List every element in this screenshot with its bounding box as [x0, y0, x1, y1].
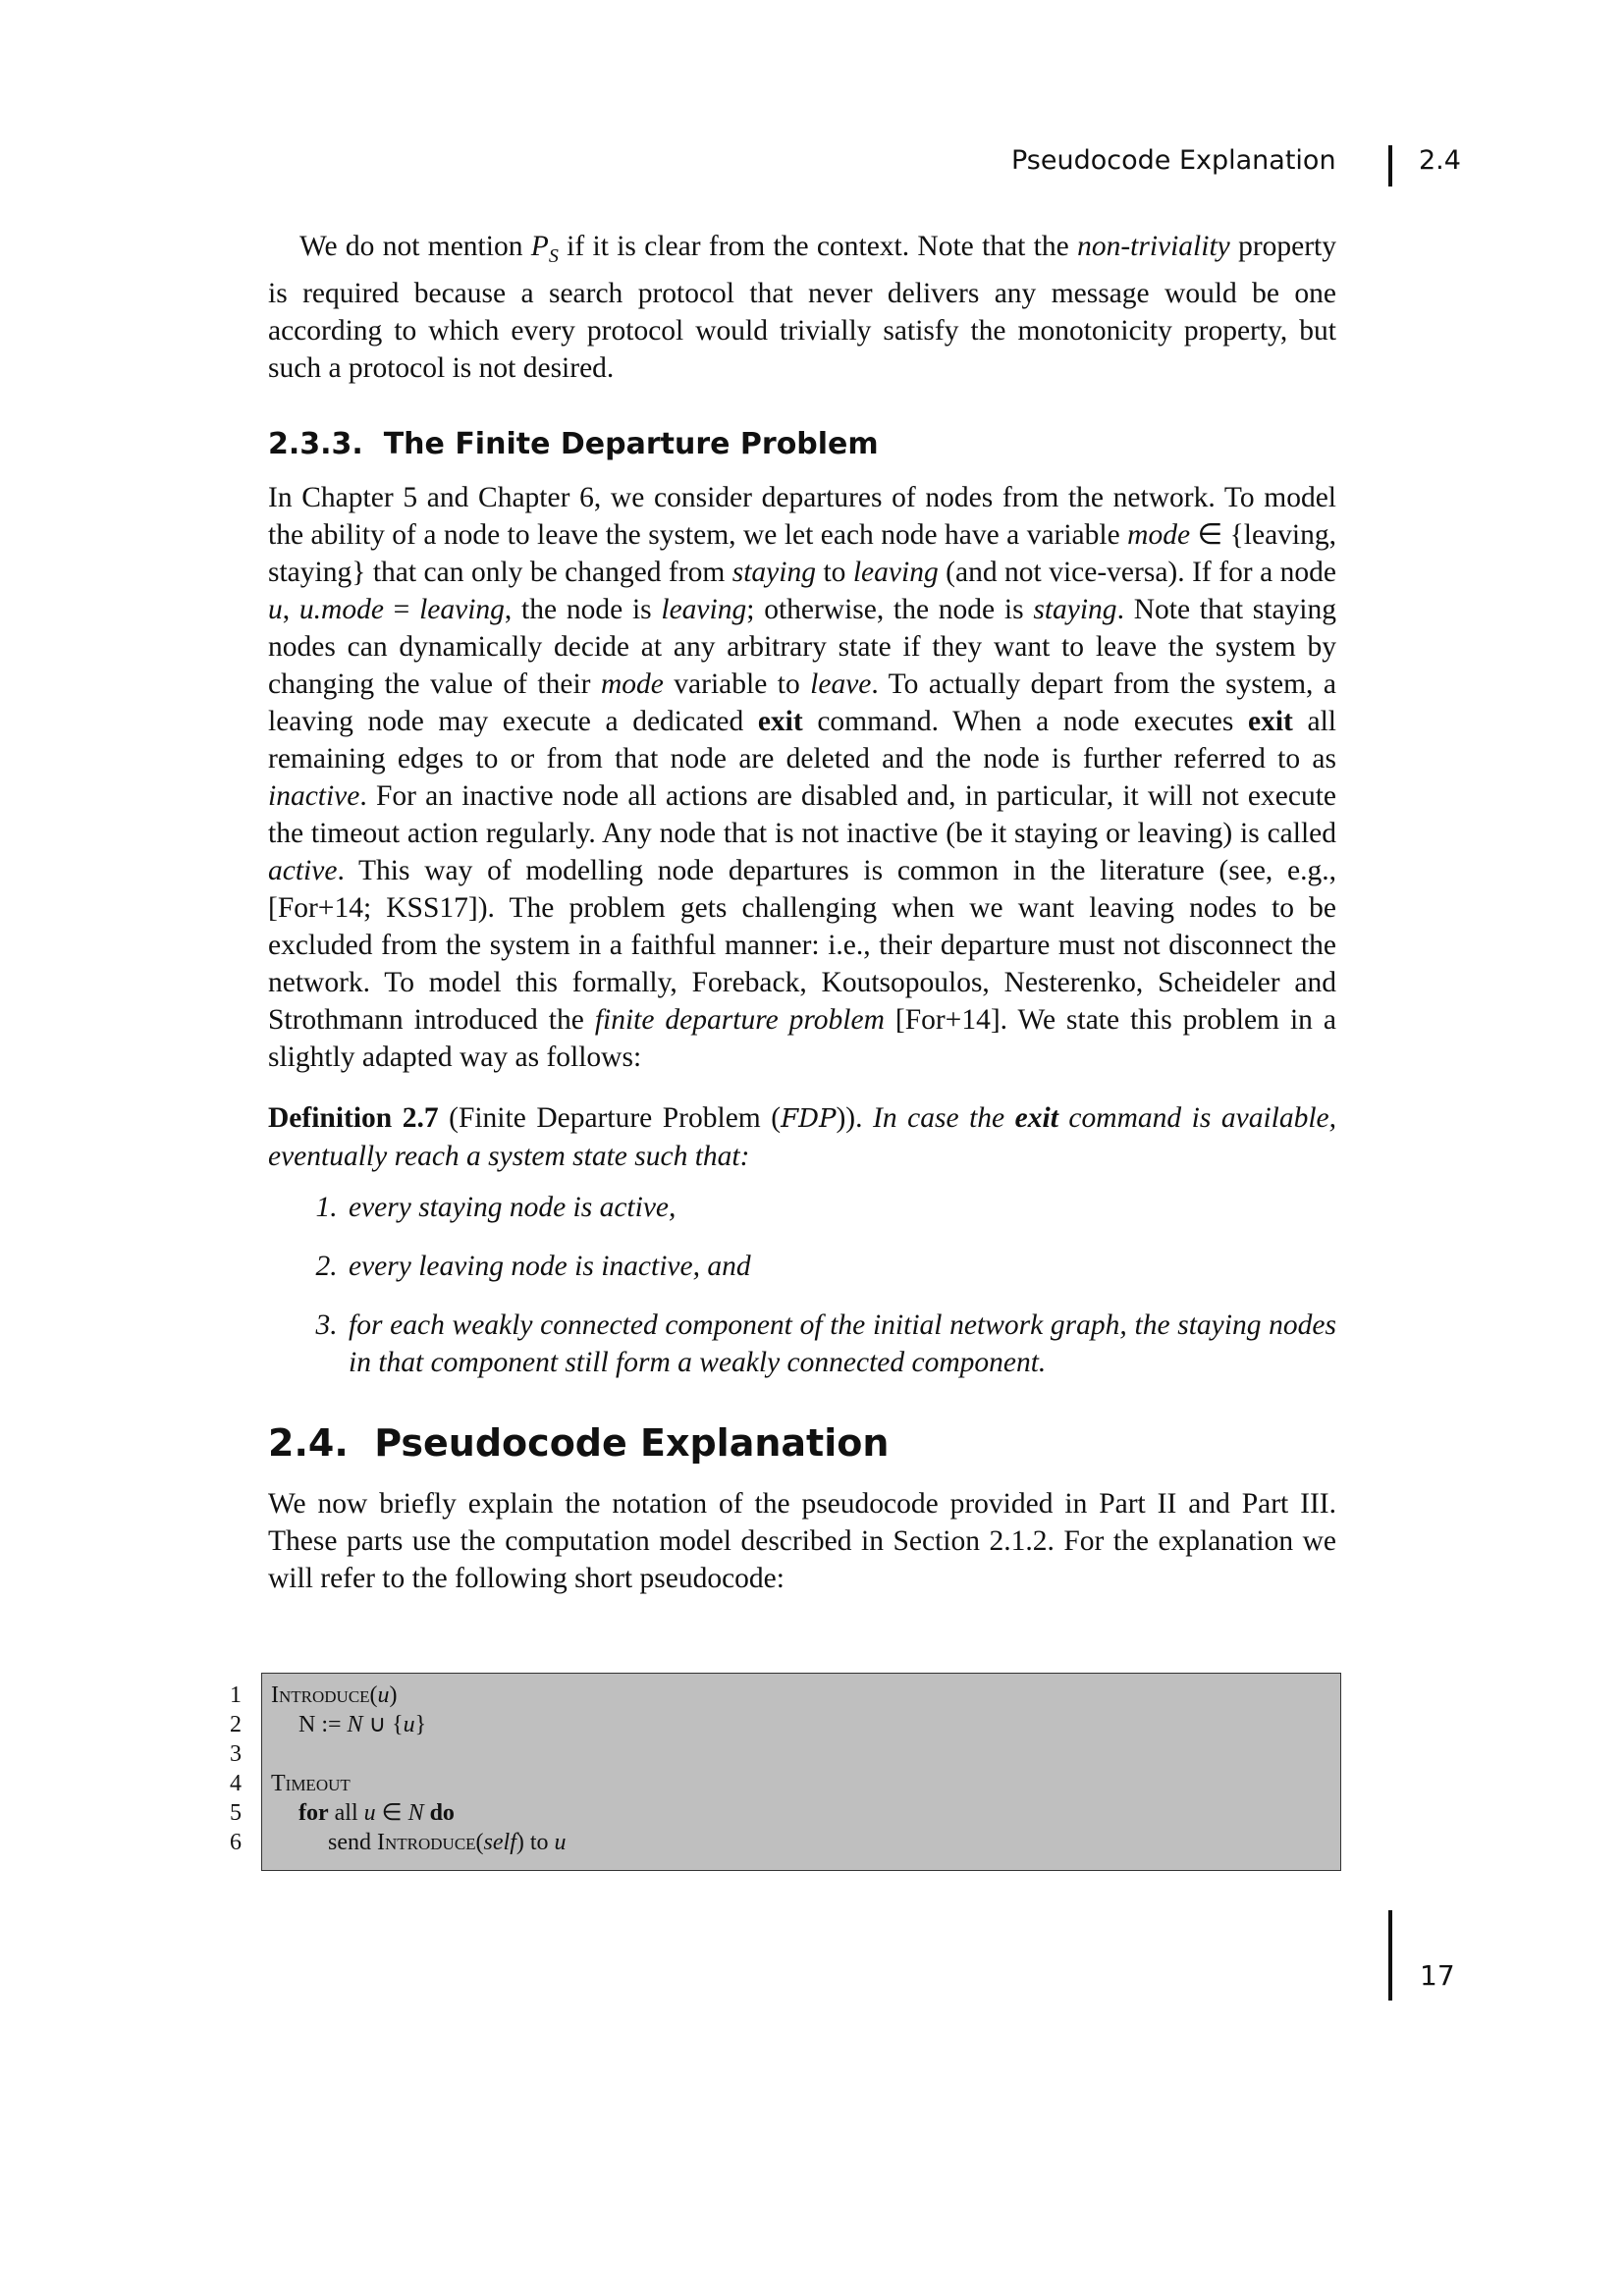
paragraph-monotonicity: We do not mention $P_S$ if it is clear from the context. Note that the non-triviality property is required because a search protocol that never delivers any message would be one according to which every protocol would trivially satisfy the monotonicity property, but such a protocol is not desired.: [268, 231, 1337, 384]
line-number: 4: [230, 1771, 242, 1796]
running-header-title: Pseudocode Explanation: [1011, 145, 1336, 176]
running-header-section: 2.4: [1419, 145, 1461, 176]
footer-rule: [1388, 1910, 1392, 2001]
paragraph-pseudocode-intro: We now briefly explain the notation of the pseudocode provided in Part II and Part III. These parts use the computation model described in Section 2.1.2. For the explanation we will refer to the following short pseudocode:: [268, 1487, 1336, 1594]
paragraph-finite-departure: In Chapter 5 and Chapter 6, we consider departures of nodes from the network. To model the ability of a node to leave the system, we let each node have a variable mode ∈ {leaving, staying} that can only be changed from staying to leaving (and not vice-versa). If for a node u, u.mode = leaving, the node is leaving; otherwise, the node is staying. Note that staying nodes can dynamically decide at any arbitrary state if they want to leave the system by changing the value of their mode variable to leave. To actually depart from the system, a leaving node may execute a dedicated exit command. When a node executes exit all remaining edges to or from that node are deleted and the node is further referred to as inactive. For an inactive node all actions are disabled and, in particular, it will not execute the timeout action regularly. Any node that is not inactive (be it staying or leaving) is called active. This way of modelling node departures is common in the literature (see, e.g., [For+14; KSS17]). The problem gets challenging when we want leaving nodes to be excluded from the system in a faithful manner: i.e., their departure must not disconnect the network. To model this formally, Foreback, Koutsopoulos, Nesterenko, Scheideler and Strothmann introduced the finite departure problem [For+14]. We state this problem in a slightly adapted way as follows:: [268, 481, 1337, 1073]
line-number: 1: [230, 1682, 242, 1708]
line-number: 3: [230, 1741, 242, 1767]
section-heading-2-3-3: 2.3.3. The Finite Departure Problem: [268, 426, 879, 461]
section-heading-2-4: 2.4. Pseudocode Explanation: [268, 1420, 890, 1465]
line-number: 5: [230, 1800, 242, 1826]
header-rule: [1388, 145, 1392, 187]
definition-conditions-list: [268, 1189, 1336, 1381]
definition-2-7: Definition 2.7 (Finite Departure Problem (FDP)). In case the exit command is available, eventually reach a system state such that:: [268, 1101, 1337, 1172]
page-body: [268, 228, 1336, 1597]
line-number: 2: [230, 1712, 242, 1737]
list-item: 2. every leaving node is inactive, and: [345, 1248, 1336, 1285]
list-item: 3. for each weakly connected component of the initial network graph, the staying nodes in that component still form a weakly connected component.: [345, 1307, 1336, 1381]
page-number: 17: [1420, 1959, 1455, 1992]
list-item: 1. every staying node is active,: [345, 1189, 1336, 1226]
line-number: 6: [230, 1830, 242, 1855]
